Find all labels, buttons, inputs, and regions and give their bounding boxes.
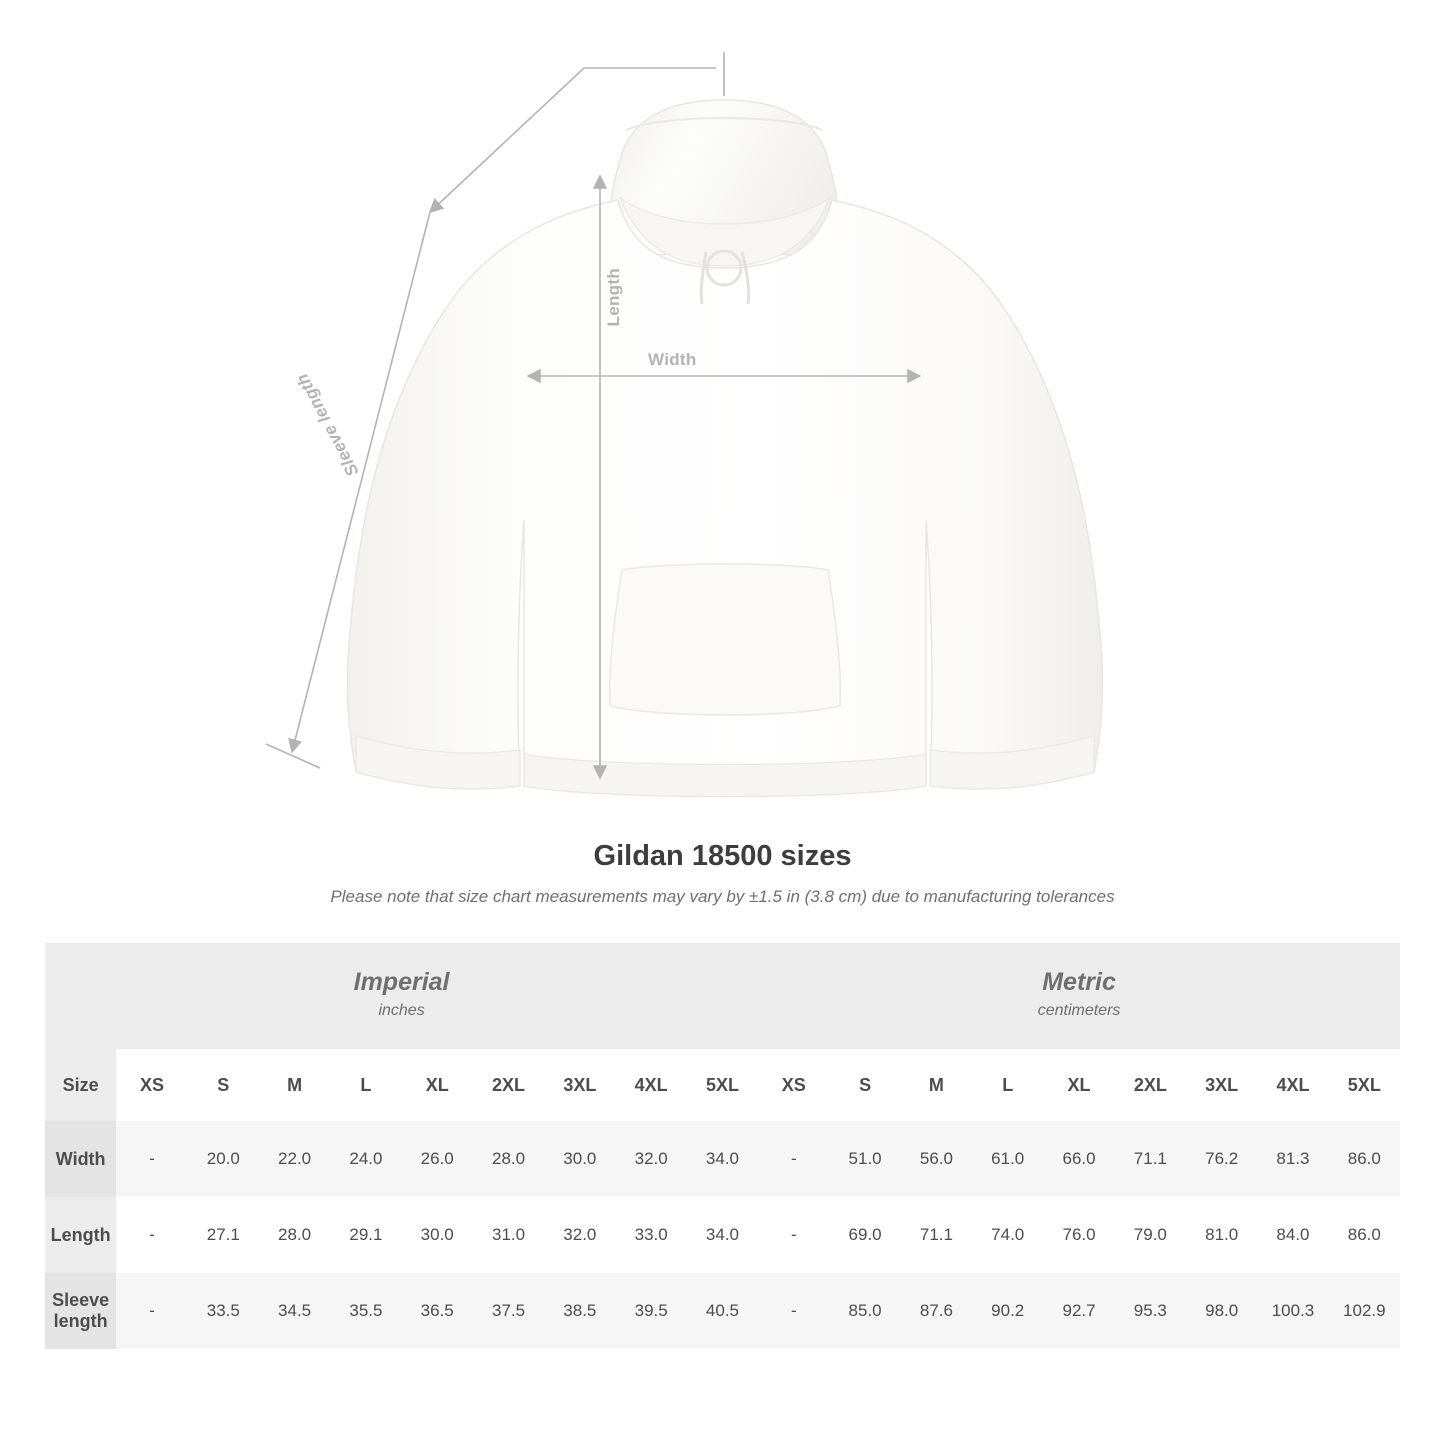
sleeve-metric-2xl: 95.3 [1115, 1273, 1186, 1349]
row-label-sleeve-length: Sleeve length [45, 1273, 116, 1349]
sleeve-imperial-s: 33.5 [188, 1273, 259, 1349]
width-dimension-label: Width [648, 350, 697, 369]
imperial-unit-sub: inches [378, 1001, 425, 1019]
sleeve-imperial-4xl: 39.5 [616, 1273, 687, 1349]
size-table [45, 943, 1400, 1349]
length-imperial-xl: 30.0 [402, 1197, 473, 1273]
header-imperial-5xl: 5XL [687, 1049, 758, 1121]
width-imperial-m: 22.0 [259, 1121, 330, 1197]
width-metric-xs: - [758, 1121, 829, 1197]
size-table-wrapper [45, 943, 1400, 1349]
header-metric-m: M [901, 1049, 972, 1121]
title-block [0, 840, 1445, 907]
width-imperial-s: 20.0 [188, 1121, 259, 1197]
header-metric-xl: XL [1043, 1049, 1114, 1121]
width-metric-2xl: 71.1 [1115, 1121, 1186, 1197]
length-imperial-3xl: 32.0 [544, 1197, 615, 1273]
sleeve-imperial-xl: 36.5 [402, 1273, 473, 1349]
sleeve-imperial-3xl: 38.5 [544, 1273, 615, 1349]
width-metric-4xl: 81.3 [1257, 1121, 1328, 1197]
width-metric-m: 56.0 [901, 1121, 972, 1197]
header-metric-s: S [829, 1049, 900, 1121]
tolerance-note: Please note that size chart measurements may vary by ±1.5 in (3.8 cm) due to manufacturing tolerances [330, 887, 1115, 906]
sleeve-metric-s: 85.0 [829, 1273, 900, 1349]
header-imperial-s: S [188, 1049, 259, 1121]
sleeve-length-dimension-label: Sleeve length [292, 370, 363, 480]
length-metric-l: 74.0 [972, 1197, 1043, 1273]
width-imperial-xs: - [116, 1121, 187, 1197]
page-title: Gildan 18500 sizes [593, 840, 852, 872]
length-imperial-m: 28.0 [259, 1197, 330, 1273]
length-metric-3xl: 81.0 [1186, 1197, 1257, 1273]
width-imperial-4xl: 32.0 [616, 1121, 687, 1197]
width-imperial-5xl: 34.0 [687, 1121, 758, 1197]
length-imperial-5xl: 34.0 [687, 1197, 758, 1273]
length-metric-5xl: 86.0 [1329, 1197, 1400, 1273]
row-label-length: Length [45, 1197, 116, 1273]
table-row-sleeve-length [45, 1273, 1400, 1349]
width-metric-l: 61.0 [972, 1121, 1043, 1197]
header-metric-xs: XS [758, 1049, 829, 1121]
length-metric-4xl: 84.0 [1257, 1197, 1328, 1273]
header-metric-2xl: 2XL [1115, 1049, 1186, 1121]
width-imperial-l: 24.0 [330, 1121, 401, 1197]
metric-unit-sub: centimeters [1037, 1001, 1121, 1019]
sleeve-imperial-l: 35.5 [330, 1273, 401, 1349]
length-imperial-xs: - [116, 1197, 187, 1273]
metric-unit-header [758, 943, 1400, 1049]
width-metric-3xl: 76.2 [1186, 1121, 1257, 1197]
sleeve-imperial-2xl: 37.5 [473, 1273, 544, 1349]
sleeve-metric-xl: 92.7 [1043, 1273, 1114, 1349]
imperial-unit-header [45, 943, 758, 1049]
sleeve-imperial-m: 34.5 [259, 1273, 330, 1349]
size-column-header: Size [45, 1049, 116, 1121]
unit-header-row [45, 943, 1400, 1049]
header-imperial-2xl: 2XL [473, 1049, 544, 1121]
header-imperial-4xl: 4XL [616, 1049, 687, 1121]
length-dimension-label: Length [604, 268, 623, 327]
header-metric-5xl: 5XL [1329, 1049, 1400, 1121]
length-metric-s: 69.0 [829, 1197, 900, 1273]
header-imperial-xl: XL [402, 1049, 473, 1121]
length-metric-2xl: 79.0 [1115, 1197, 1186, 1273]
width-metric-xl: 66.0 [1043, 1121, 1114, 1197]
length-metric-m: 71.1 [901, 1197, 972, 1273]
sleeve-imperial-xs: - [116, 1273, 187, 1349]
width-imperial-xl: 26.0 [402, 1121, 473, 1197]
header-metric-4xl: 4XL [1257, 1049, 1328, 1121]
width-metric-s: 51.0 [829, 1121, 900, 1197]
sleeve-metric-xs: - [758, 1273, 829, 1349]
length-imperial-s: 27.1 [188, 1197, 259, 1273]
sleeve-metric-3xl: 98.0 [1186, 1273, 1257, 1349]
sleeve-imperial-5xl: 40.5 [687, 1273, 758, 1349]
length-imperial-4xl: 33.0 [616, 1197, 687, 1273]
hoodie-shape [347, 100, 1102, 797]
size-header-row [45, 1049, 1400, 1121]
table-row-width [45, 1121, 1400, 1197]
imperial-unit-name: Imperial [353, 968, 450, 997]
sleeve-metric-5xl: 102.9 [1329, 1273, 1400, 1349]
sleeve-metric-m: 87.6 [901, 1273, 972, 1349]
metric-unit-name: Metric [1042, 968, 1116, 997]
length-imperial-2xl: 31.0 [473, 1197, 544, 1273]
row-label-width: Width [45, 1121, 116, 1197]
length-metric-xs: - [758, 1197, 829, 1273]
width-imperial-3xl: 30.0 [544, 1121, 615, 1197]
width-imperial-2xl: 28.0 [473, 1121, 544, 1197]
table-row-length [45, 1197, 1400, 1273]
header-metric-l: L [972, 1049, 1043, 1121]
width-metric-5xl: 86.0 [1329, 1121, 1400, 1197]
length-metric-xl: 76.0 [1043, 1197, 1114, 1273]
header-imperial-xs: XS [116, 1049, 187, 1121]
header-imperial-m: M [259, 1049, 330, 1121]
header-imperial-l: L [330, 1049, 401, 1121]
sleeve-metric-4xl: 100.3 [1257, 1273, 1328, 1349]
header-imperial-3xl: 3XL [544, 1049, 615, 1121]
length-imperial-l: 29.1 [330, 1197, 401, 1273]
sleeve-metric-l: 90.2 [972, 1273, 1043, 1349]
header-metric-3xl: 3XL [1186, 1049, 1257, 1121]
